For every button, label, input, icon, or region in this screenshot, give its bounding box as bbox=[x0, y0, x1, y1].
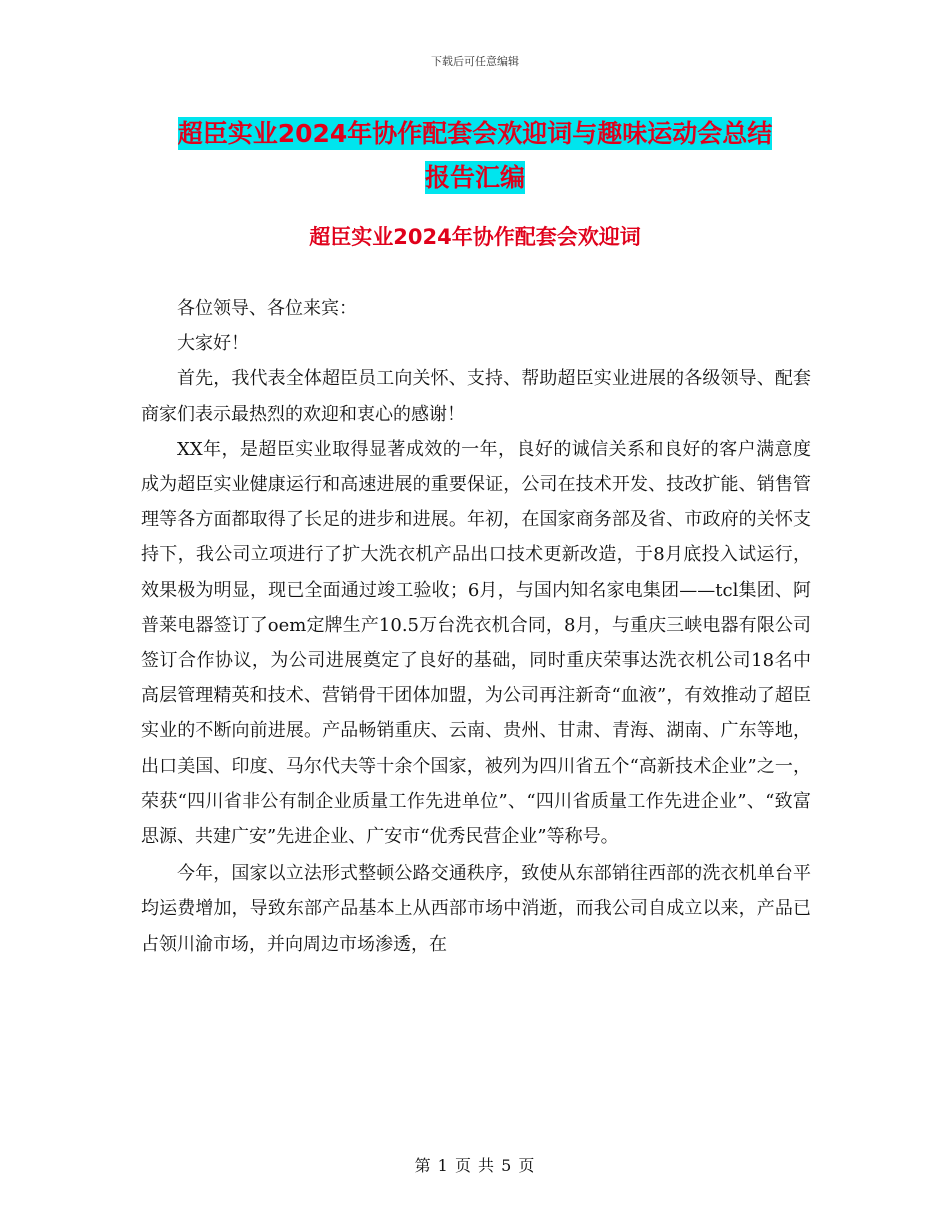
title-line-1: 超臣实业2024年协作配套会欢迎词与趣味运动会总结 bbox=[177, 119, 773, 148]
paragraph-salutation: 各位领导、各位来宾： bbox=[177, 298, 357, 319]
document-title bbox=[0, 112, 950, 200]
paragraph-greeting: 大家好！ bbox=[177, 333, 249, 355]
paragraph-thanks: 首先，我代表全体超臣员工向关怀、支持、帮助超臣实业进展的各级领导、配套商家们表示最热烈的欢迎和衷心的感谢！ bbox=[141, 368, 811, 425]
paragraph-this-year: 今年，国家以立法形式整顿公路交通秩序，致使从东部销往西部的洗衣机单台平均运费增加，导致东部产品基本上从西部市场中消逝，而我公司自成立以来，产品已占领川渝市场，并向周边市场渗透，在 bbox=[141, 863, 811, 955]
section-title: 超臣实业2024年协作配套会欢迎词 bbox=[309, 225, 641, 249]
document-body bbox=[141, 291, 811, 962]
page-number: 第 1 页 共 5 页 bbox=[414, 1156, 536, 1175]
title-line-2: 报告汇编 bbox=[424, 163, 525, 192]
page-header-note: 下载后可任意编辑 bbox=[431, 55, 519, 68]
paragraph-achievements: XX年，是超臣实业取得显著成效的一年，良好的诚信关系和良好的客户满意度成为超臣实业健康运行和高速进展的重要保证，公司在技术开发、技改扩能、销售管理等各方面都取得了长足的进步和进展。年初，在国家商务部及省、市政府的关怀支持下，我公司立项进行了扩大洗衣机产品出口技术更新改造，于8月底投入试运行，效果极为明显，现已全面通过竣工验收；6月，与国内知名家电集团——tcl集团、阿普莱电器签订了oem定牌生产10.5万台洗衣机合同，8月，与重庆三峡电器有限公司签订合作协议，为公司进展奠定了良好的基础，同时重庆荣事达洗衣机公司18名中高层管理精英和技术、营销骨干团体加盟，为公司再注新奇“血液”，有效推动了超臣实业的不断向前进展。产品畅销重庆、云南、贵州、甘肃、青海、湖南、广东等地，出口美国、印度、马尔代夫等十余个国家，被列为四川省五个“高新技术企业”之一，荣获“四川省非公有制企业质量工作先进单位”、“四川省质量工作先进企业”、“致富思源、共建广安”先进企业、广安市“优秀民营企业”等称号。 bbox=[141, 438, 811, 848]
